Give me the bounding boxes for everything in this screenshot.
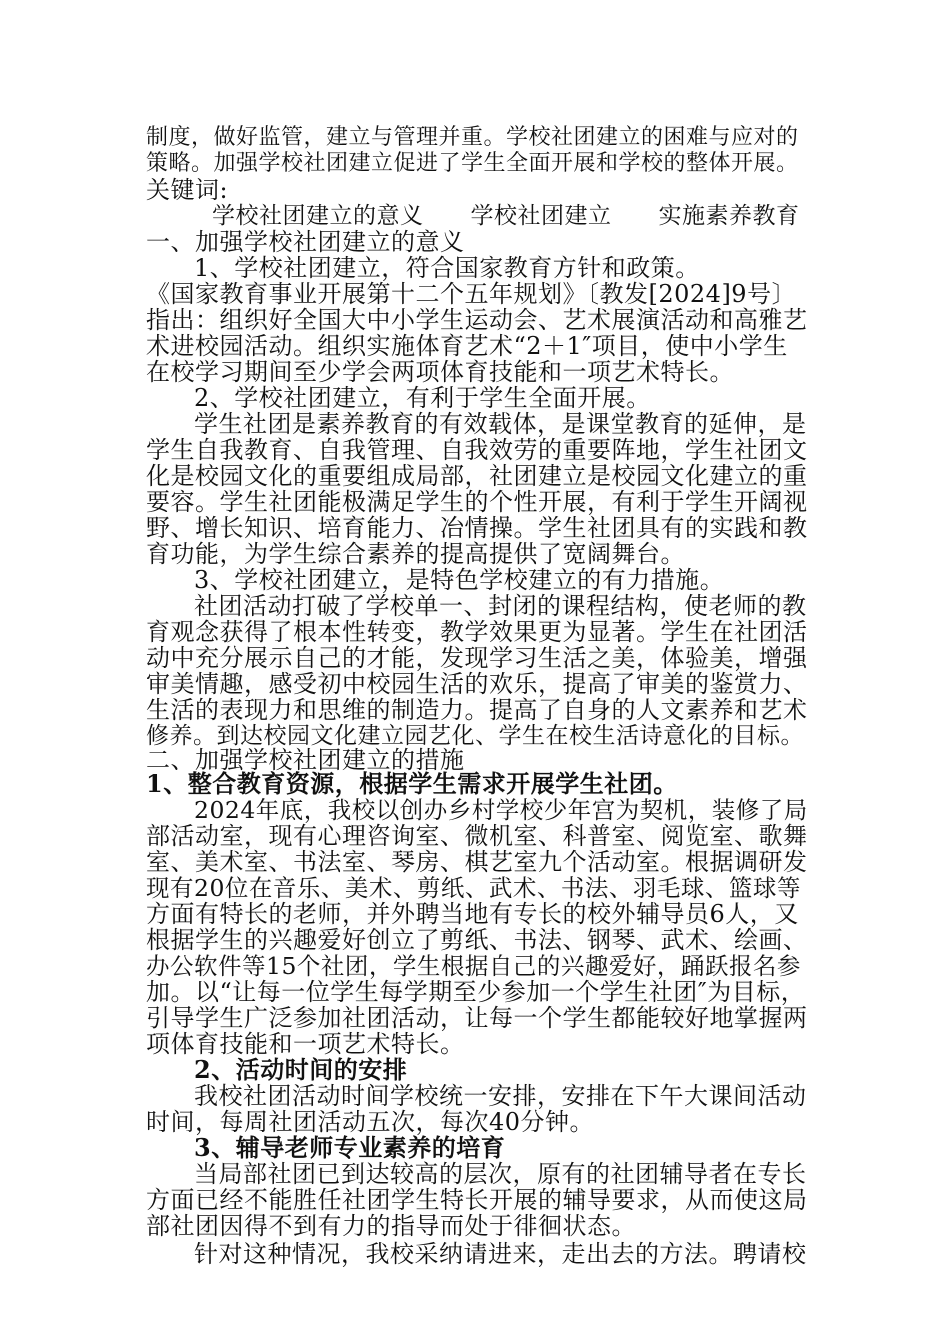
- text-line: 部社团因得不到有力的指导而处于徘徊状态。: [146, 1212, 636, 1240]
- text-line: 室、美术室、书法室、琴房、棋艺室九个活动室。根据调研发: [146, 848, 808, 876]
- text-line: 引导学生广泛参加社团活动，让每一个学生都能较好地掌握两: [146, 1004, 808, 1032]
- text-line: 方面有特长的老师，并外聘当地有专长的校外辅导员6人，又: [146, 900, 799, 928]
- keywords-label: 关键词:: [146, 176, 229, 204]
- subsection-heading: 2、活动时间的安排: [194, 1055, 408, 1084]
- section-heading: 二、加强学校社团建立的措施: [146, 746, 465, 774]
- text-line: 方面已经不能胜任社团学生特长开展的辅导要求，从而使这局: [146, 1186, 808, 1214]
- text-line: 育功能，为学生综合素养的提高提供了宽阔舞台。: [146, 540, 685, 568]
- text-line: 野、增长知识、培育能力、冶情操。学生社团具有的实践和教: [146, 514, 808, 542]
- text-line: 策略。加强学校社团建立促进了学生全面开展和学校的整体开展。: [146, 151, 799, 176]
- text-line: 时间，每周社团活动五次，每次40分钟。: [146, 1108, 595, 1136]
- subsection-heading: 1、整合教育资源，根据学生需求开展学生社团。: [146, 769, 678, 798]
- section-heading: 一、加强学校社团建立的意义: [146, 228, 465, 256]
- subsection-heading: 2、学校社团建立，有利于学生全面开展。: [194, 384, 651, 412]
- text-line: 制度，做好监管，建立与管理并重。学校社团建立的困难与应对的: [146, 125, 799, 150]
- text-line: 学生社团是素养教育的有效载体，是课堂教育的延伸，是: [194, 410, 807, 438]
- text-line: 加。以“让每一位学生每学期至少参加一个学生社团″为目标，: [146, 978, 806, 1006]
- text-line: 社团活动打破了学校单一、封闭的课程结构，使老师的教: [194, 592, 807, 620]
- text-line: 针对这种情况，我校采纳请进来，走出去的方法。聘请校: [194, 1240, 807, 1268]
- text-line: 生活的表现力和思维的制造力。提高了自身的人文素养和艺术: [146, 696, 808, 724]
- text-line: 现有20位在音乐、美术、剪纸、武术、书法、羽毛球、篮球等: [146, 874, 801, 902]
- text-line: 在校学习期间至少学会两项体育技能和一项艺术特长。: [146, 358, 734, 386]
- text-line: 育观念获得了根本性转变，教学效果更为显著。学生在社团活: [146, 618, 808, 646]
- keywords-list: 学校社团建立的意义 学校社团建立 实施素养教育: [212, 203, 800, 229]
- text-line: 当局部社团已到达较高的层次，原有的社团辅导者在专长: [194, 1160, 807, 1188]
- text-line: 术进校园活动。组织实施体育艺术“2＋1″项目，使中小学生: [146, 332, 788, 360]
- subsection-heading: 1、学校社团建立，符合国家教育方针和政策。: [194, 254, 700, 282]
- text-line: 办公软件等15个社团，学生根据自己的兴趣爱好，踊跃报名参: [146, 952, 801, 980]
- text-line: 根据学生的兴趣爱好创立了剪纸、书法、钢琴、武术、绘画、: [146, 926, 808, 954]
- subsection-heading: 3、学校社团建立，是特色学校建立的有力措施。: [194, 566, 725, 594]
- subsection-heading: 3、辅导老师专业素养的培育: [194, 1133, 506, 1162]
- text-line: 指出：组织好全国大中小学生运动会、艺术展演活动和高雅艺: [146, 306, 808, 334]
- text-line: 我校社团活动时间学校统一安排，安排在下午大课间活动: [194, 1082, 807, 1110]
- text-line: 部活动室，现有心理咨询室、微机室、科普室、阅览室、歌舞: [146, 822, 808, 850]
- text-line: 要容。学生社团能极满足学生的个性开展，有利于学生开阔视: [146, 488, 808, 516]
- text-line: 动中充分展示自己的才能，发现学习生活之美，体验美，增强: [146, 644, 808, 672]
- text-line: 审美情趣，感受初中校园生活的欢乐，提高了审美的鉴赏力、: [146, 670, 808, 698]
- text-line: 项体育技能和一项艺术特长。: [146, 1030, 465, 1058]
- text-line: 2024年底，我校以创办乡村学校少年宫为契机，装修了局: [194, 796, 808, 824]
- text-line: 《国家教育事业开展第十二个五年规划》〔教发[2024]9号〕: [146, 280, 797, 308]
- text-line: 修养。到达校园文化建立园艺化、学生在校生活诗意化的目标。: [146, 723, 804, 749]
- text-line: 化是校园文化的重要组成局部，社团建立是校园文化建立的重: [146, 462, 808, 490]
- text-line: 学生自我教育、自我管理、自我效劳的重要阵地，学生社团文: [146, 436, 808, 464]
